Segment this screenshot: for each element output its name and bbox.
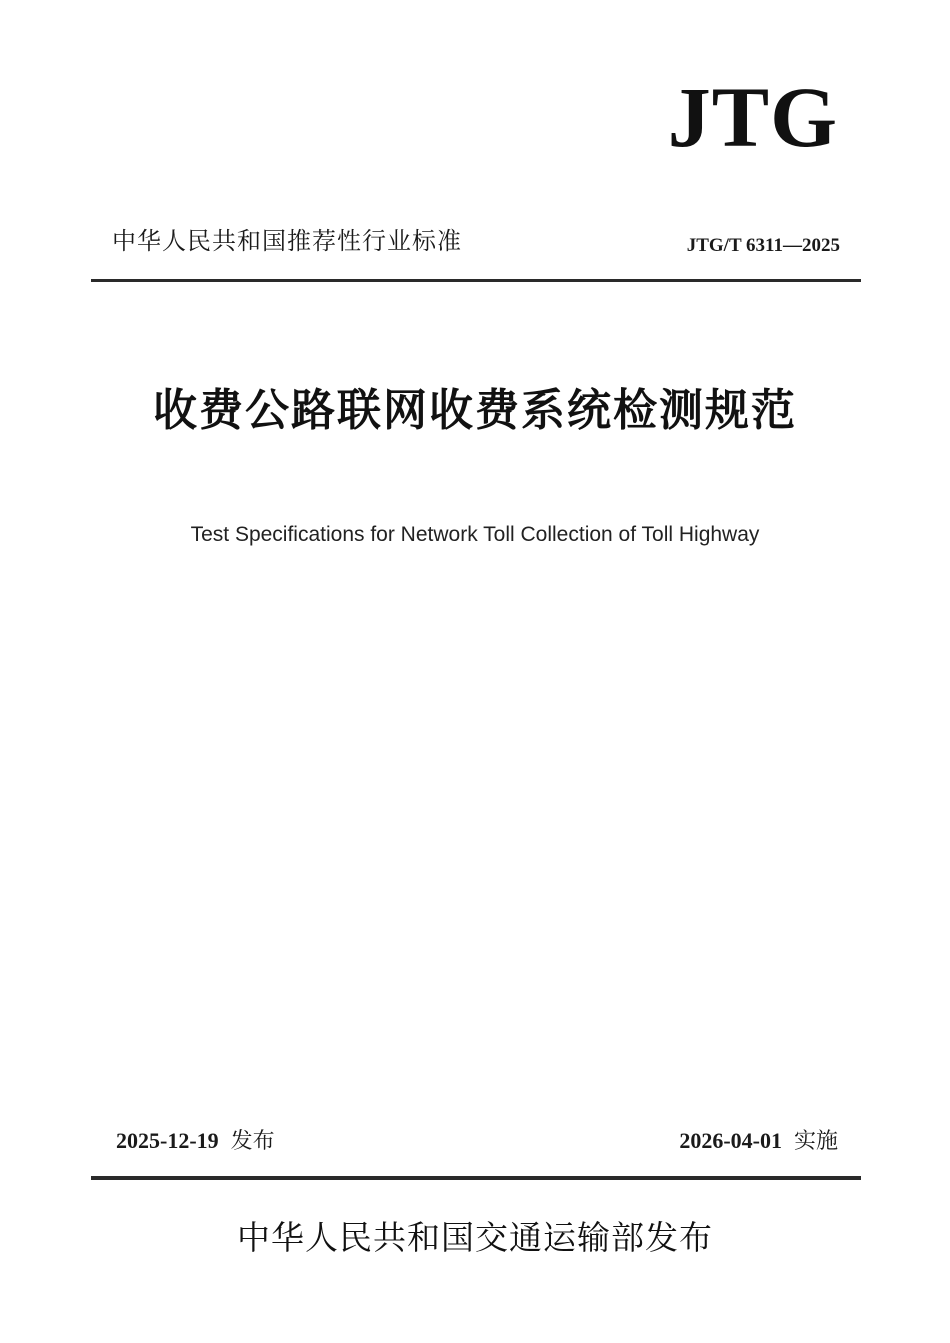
issue-label: 发布: [230, 1129, 275, 1154]
title-english: Test Specifications for Network Toll Collection of Toll Highway: [190, 523, 760, 546]
standard-code: JTG/T 6311—2025: [686, 235, 840, 256]
effective-date: 2026-04-01: [679, 1128, 782, 1153]
issue-date-row: [116, 1130, 275, 1153]
jtg-logo: JTG: [667, 69, 838, 165]
publisher: 中华人民共和国交通运输部发布: [237, 1218, 713, 1257]
title-chinese: 收费公路联网收费系统检测规范: [153, 385, 797, 436]
top-divider: [91, 279, 861, 282]
bottom-divider: [91, 1176, 861, 1180]
issue-date: 2025-12-19: [116, 1128, 219, 1153]
standard-type: 中华人民共和国推荐性行业标准: [112, 227, 462, 255]
effective-label: 实施: [793, 1129, 838, 1154]
effective-date-row: [679, 1130, 838, 1153]
